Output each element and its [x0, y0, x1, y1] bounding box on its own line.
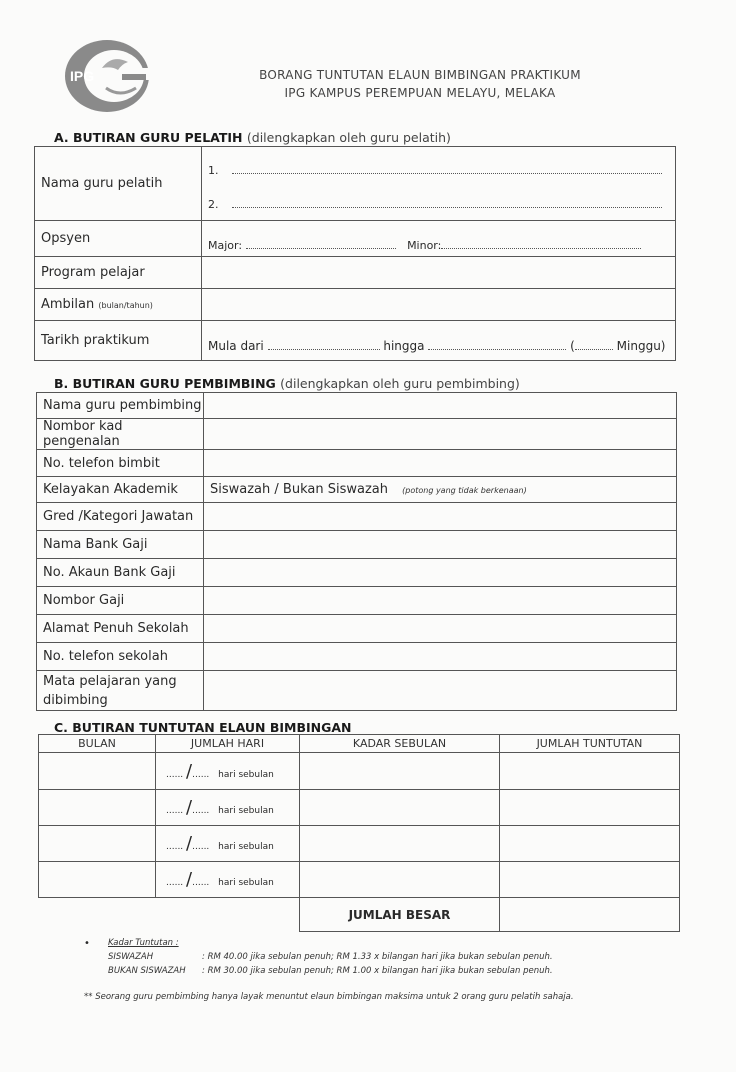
kelayakan-label: Kelayakan Akademik: [37, 477, 204, 503]
jumlah-tuntutan-cell[interactable]: [500, 862, 680, 898]
nama-guru-pelatih-label: Nama guru pelatih: [35, 147, 202, 221]
alamat-sekolah-label: Alamat Penuh Sekolah: [37, 615, 204, 643]
section-a-table: [34, 146, 676, 361]
hari-slash: /: [186, 760, 193, 782]
mula-field[interactable]: [268, 337, 380, 350]
nama-bank-label: Nama Bank Gaji: [37, 531, 204, 559]
kadar-cell[interactable]: [300, 790, 500, 826]
hari-dots-2: ......: [192, 769, 210, 780]
jumlah-hari-cell[interactable]: [156, 862, 300, 898]
kadar-cell[interactable]: [300, 826, 500, 862]
bulan-cell[interactable]: [39, 826, 156, 862]
section-c-header-row: [39, 735, 680, 753]
jumlah-hari-cell[interactable]: [156, 753, 300, 790]
institution-name: IPG KAMPUS PEREMPUAN MELAYU, MELAKA: [284, 86, 556, 100]
bullet: •: [84, 938, 90, 949]
siswazah-rate: : RM 40.00 jika sebulan penuh; RM 1.33 x bilangan hari jika bukan sebulan penuh.: [202, 952, 553, 962]
ambilan-label-cell: [35, 289, 202, 321]
jumlah-tuntutan-cell[interactable]: [500, 826, 680, 862]
jumlah-tuntutan-cell[interactable]: [500, 753, 680, 790]
col-jumlah-tuntutan: JUMLAH TUNTUTAN: [500, 735, 680, 753]
hari-slash: /: [186, 833, 193, 854]
jumlah-tuntutan-cell[interactable]: [500, 790, 680, 826]
col-jumlah-hari: JUMLAH HARI: [156, 735, 300, 753]
mula-label: Mula dari: [208, 338, 264, 353]
hari-dots-2: ......: [192, 842, 210, 852]
hari-slash: /: [186, 869, 193, 890]
ipg-logo: [62, 38, 152, 116]
jumlah-besar-label: JUMLAH BESAR: [300, 898, 500, 932]
kelayakan-options: Siswazah / Bukan Siswazah: [210, 482, 388, 497]
telefon-sekolah-field[interactable]: [204, 643, 677, 671]
hari-suffix: hari sebulan: [218, 878, 274, 888]
hari-suffix: hari sebulan: [218, 842, 274, 852]
bulan-cell[interactable]: [39, 862, 156, 898]
tarikh-row: [35, 321, 676, 361]
kad-pengenalan-label: Nombor kad pengenalan: [37, 419, 204, 450]
kadar-cell[interactable]: [300, 862, 500, 898]
major-label: Major:: [208, 239, 243, 252]
kelayakan-note: (potong yang tidak berkenaan): [402, 486, 527, 495]
jumlah-besar-field[interactable]: [500, 898, 680, 932]
telefon-bimbit-label: No. telefon bimbit: [37, 450, 204, 477]
section-c-table: [38, 734, 680, 932]
col-kadar: KADAR SEBULAN: [300, 735, 500, 753]
program-field[interactable]: [202, 257, 676, 289]
nombor-gaji-label: Nombor Gaji: [37, 587, 204, 615]
section-b-heading: B. BUTIRAN GURU PEMBIMBING (dilengkapkan oleh guru pembimbing): [54, 376, 520, 391]
bukan-siswazah-rate: : RM 30.00 jika sebulan penuh; RM 1.00 x bilangan hari jika bukan sebulan penuh.: [202, 966, 553, 976]
opsyen-row: [35, 221, 676, 257]
telefon-bimbit-field[interactable]: [204, 450, 677, 477]
guru-pelatih-1-field[interactable]: [208, 161, 675, 177]
mata-pelajaran-field[interactable]: [204, 671, 677, 711]
tuntutan-row: [39, 790, 680, 826]
hari-suffix: hari sebulan: [218, 806, 274, 816]
major-field[interactable]: [246, 236, 396, 249]
hari-dots: ......: [166, 769, 184, 780]
hingga-label: hingga: [383, 338, 425, 353]
nombor-gaji-field[interactable]: [204, 587, 677, 615]
siswazah-label: SISWAZAH: [108, 952, 154, 962]
form-title: BORANG TUNTUTAN ELAUN BIMBINGAN PRAKTIKUM: [259, 68, 581, 82]
jumlah-hari-cell[interactable]: [156, 826, 300, 862]
kadar-heading: Kadar Tuntutan :: [108, 938, 179, 948]
opsyen-label: Opsyen: [35, 221, 202, 257]
col-bulan: BULAN: [39, 735, 156, 753]
akaun-bank-label: No. Akaun Bank Gaji: [37, 559, 204, 587]
kad-pengenalan-field[interactable]: [204, 419, 677, 450]
nama-pembimbing-field[interactable]: [204, 393, 677, 419]
ambilan-label: Ambilan: [41, 297, 95, 312]
minor-field[interactable]: [441, 236, 641, 249]
ambilan-field[interactable]: [202, 289, 676, 321]
program-row: [35, 257, 676, 289]
hari-dots: ......: [166, 878, 184, 888]
nama-pembimbing-label: Nama guru pembimbing: [37, 393, 204, 419]
guru-pelatih-2-field[interactable]: [208, 195, 675, 211]
nama-bank-field[interactable]: [204, 531, 677, 559]
mata-pelajaran-label: Mata pelajaran yang dibimbing: [37, 671, 204, 711]
hari-dots: ......: [166, 806, 184, 816]
hari-suffix: hari sebulan: [218, 769, 274, 780]
minggu-field[interactable]: [575, 337, 613, 350]
hari-dots-2: ......: [192, 878, 210, 888]
hari-slash: /: [186, 797, 193, 818]
ambilan-row: [35, 289, 676, 321]
kelayakan-field[interactable]: [204, 477, 677, 503]
akaun-bank-field[interactable]: [204, 559, 677, 587]
section-b-table: [36, 392, 677, 711]
hari-dots-2: ......: [192, 806, 210, 816]
footer-note: ** Seorang guru pembimbing hanya layak menuntut elaun bimbingan maksima untuk 2 orang guru pelatih sahaja.: [84, 992, 574, 1002]
kadar-cell[interactable]: [300, 753, 500, 790]
alamat-sekolah-field[interactable]: [204, 615, 677, 643]
tuntutan-row: [39, 753, 680, 790]
minggu-label: Minggu): [616, 338, 666, 353]
hingga-field[interactable]: [428, 337, 566, 350]
tuntutan-row: [39, 826, 680, 862]
section-c-heading: C. BUTIRAN TUNTUTAN ELAUN BIMBINGAN: [54, 720, 352, 735]
tuntutan-row: [39, 862, 680, 898]
nama-guru-pelatih-row: [35, 147, 676, 221]
bukan-siswazah-label: BUKAN SISWAZAH: [108, 966, 186, 976]
jumlah-besar-row: [39, 898, 680, 932]
minggu-open: (: [570, 338, 575, 353]
jumlah-hari-cell[interactable]: [156, 790, 300, 826]
hari-dots: ......: [166, 842, 184, 852]
ambilan-note: (bulan/tahun): [98, 301, 153, 310]
telefon-sekolah-label: No. telefon sekolah: [37, 643, 204, 671]
item-1-label: 1.: [208, 163, 219, 177]
gred-label: Gred /Kategori Jawatan: [37, 503, 204, 531]
section-a-heading: A. BUTIRAN GURU PELATIH (dilengkapkan oleh guru pelatih): [54, 130, 451, 145]
bulan-cell[interactable]: [39, 790, 156, 826]
program-label: Program pelajar: [35, 257, 202, 289]
gred-field[interactable]: [204, 503, 677, 531]
bulan-cell[interactable]: [39, 753, 156, 790]
minor-label: Minor:: [407, 239, 442, 252]
logo-text: IPG: [70, 68, 95, 84]
tarikh-label: Tarikh praktikum: [35, 321, 202, 361]
item-2-label: 2.: [208, 197, 219, 211]
